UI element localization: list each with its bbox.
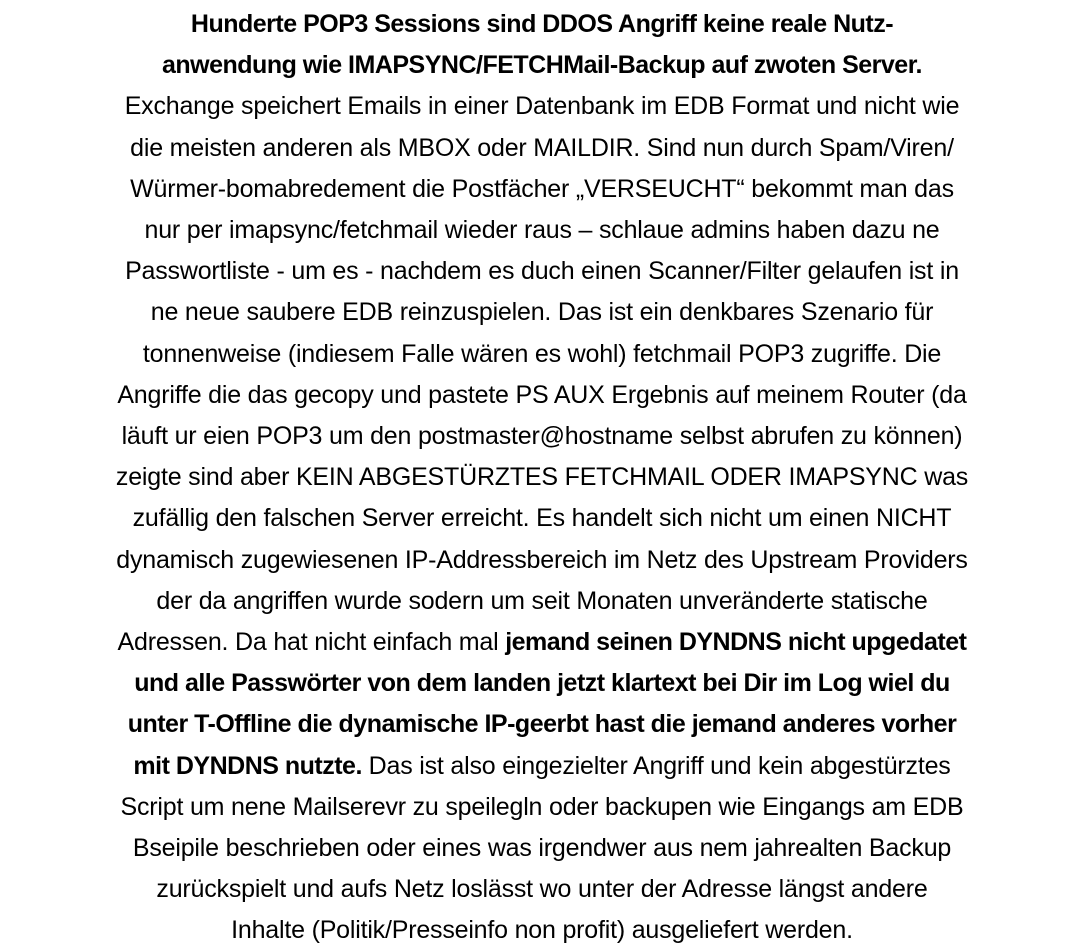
body-line-11: zufällig den falschen Server erreicht. Es handelt sich nicht um einen NICHT bbox=[132, 504, 952, 533]
bold-line-1: und alle Passwörter von dem landen jetzt klartext bei Dir im Log wiel du bbox=[134, 669, 950, 698]
title-line-1: Hunderte POP3 Sessions sind DDOS Angriff keine reale Nutz- bbox=[190, 10, 894, 38]
closing-line-1: Script um nene Mailserevr zu speilegln oder backupen wie Eingangs am EDB bbox=[120, 792, 964, 821]
body-line-2: die meisten anderen als MBOX oder MAILDIR. Sind nun durch Spam/Viren/ bbox=[130, 133, 954, 162]
body-line-5: Passwortliste - um es - nachdem es duch einen Scanner/Filter gelaufen ist in bbox=[125, 257, 959, 286]
body-line-9: läuft ur eien POP3 um den postmaster@hostname selbst abrufen zu können) bbox=[121, 422, 963, 451]
mixed-line-1-bold: jemand seinen DYNDNS nicht upgedatet bbox=[505, 628, 967, 657]
title-line-2: anwendung wie IMAPSYNC/FETCHMail-Backup auf zwoten Server. bbox=[161, 51, 922, 80]
body-line-6: ne neue saubere EDB reinzuspielen. Das ist ein denkbares Szenario für bbox=[150, 298, 934, 327]
bold-line-2: unter T-Offline die dynamische IP-geerbt hast die jemand anderes vorher bbox=[127, 710, 957, 739]
body-line-12: dynamisch zugewiesenen IP-Addressbereich im Netz des Upstream Providers bbox=[116, 545, 968, 574]
body-line-4: nur per imapsync/fetchmail wieder raus – schlaue admins haben dazu ne bbox=[144, 216, 940, 245]
closing-line-4: Inhalte (Politik/Presseinfo non profit) ausgeliefert werden. bbox=[231, 916, 853, 945]
mixed-line-1-normal: Adressen. Da hat nicht einfach mal bbox=[117, 628, 506, 657]
body-line-3: Würmer-bomabredement die Postfächer „VERSEUCHT“ bekommt man das bbox=[130, 174, 954, 203]
body-line-8: Angriffe die das gecopy und pastete PS AUX Ergebnis auf meinem Router (da bbox=[117, 380, 967, 409]
body-line-13: der da angriffen wurde sodern um seit Monaten unveränderte statische bbox=[156, 586, 928, 615]
closing-line-2: Bseipile beschrieben oder eines was irgendwer aus nem jahrealten Backup bbox=[132, 834, 952, 863]
mixed-line-2-bold: mit DYNDNS nutzte. bbox=[133, 751, 362, 780]
mixed-line-2 bbox=[10, 746, 1074, 787]
body-line-1: Exchange speichert Emails in einer Datenbank im EDB Format und nicht wie bbox=[124, 92, 960, 121]
body-line-7: tonnenweise (indiesem Falle wären es wohl) fetchmail POP3 zugriffe. Die bbox=[142, 339, 942, 368]
mixed-line-2-normal: Das ist also eingezielter Angriff und kein abgestürztes bbox=[361, 751, 951, 780]
body-line-10: zeigte sind aber KEIN ABGESTÜRZTES FETCHMAIL ODER IMAPSYNC was bbox=[115, 463, 969, 492]
mixed-line-1 bbox=[10, 622, 1074, 663]
closing-line-3: zurückspielt und aufs Netz loslässt wo unter der Adresse längst andere bbox=[156, 875, 928, 904]
